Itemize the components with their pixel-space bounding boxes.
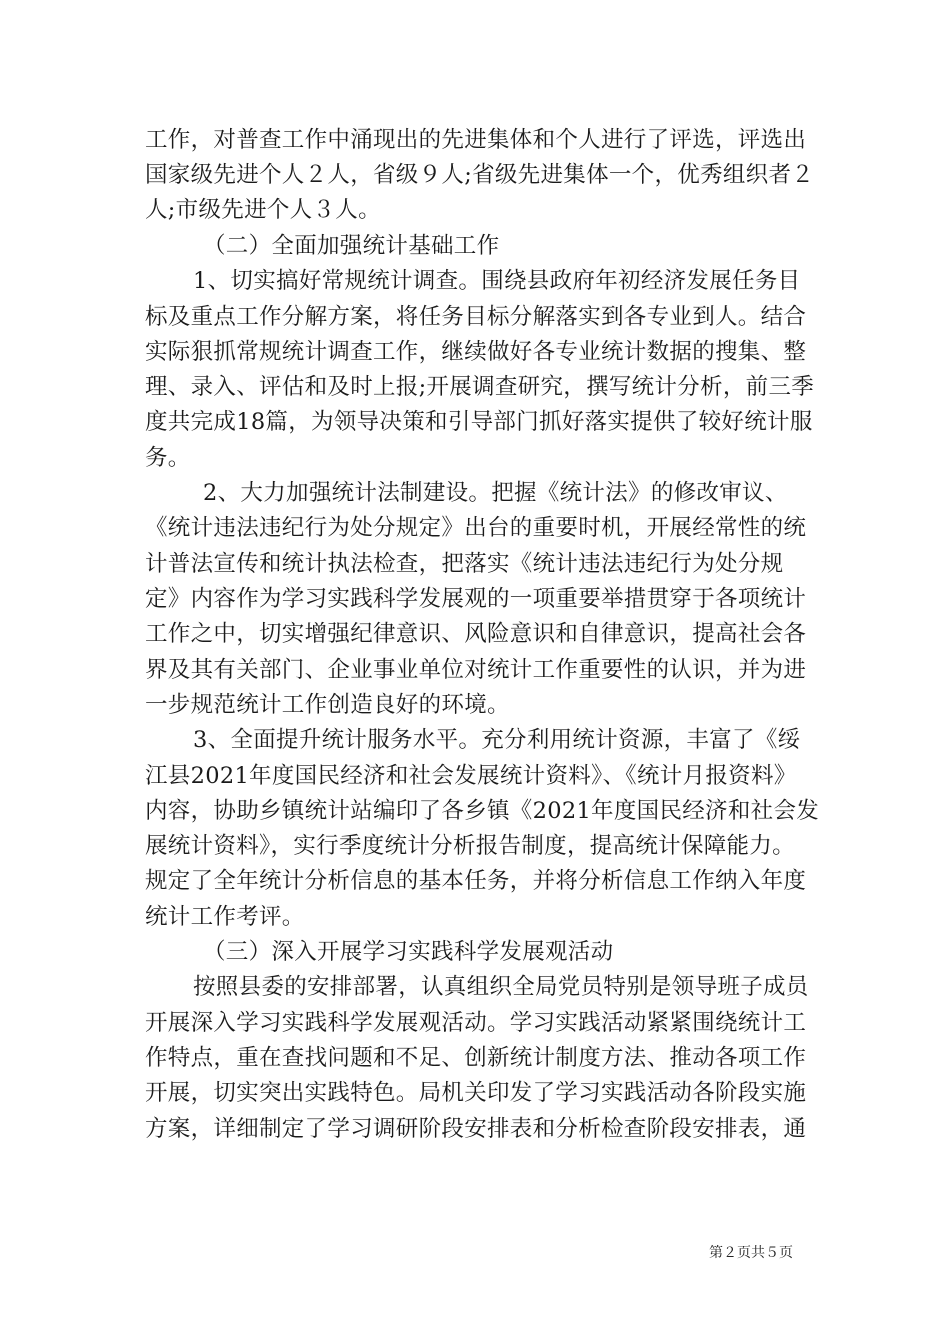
page-number: 第２页共５页 — [709, 1245, 793, 1261]
body-line: 理、录入、评估和及时上报;开展调查研究，撰写统计分析，前三季 — [145, 374, 815, 400]
body-line: 定》内容作为学习实践科学发展观的一项重要举措贯穿于各项统计 — [145, 586, 807, 612]
body-line: 开展深入学习实践科学发展观活动。学习实践活动紧紧围绕统计工 — [145, 1010, 807, 1036]
body-line: 内容，协助乡镇统计站编印了各乡镇《2021年度国民经济和社会发 — [145, 798, 820, 824]
section-heading: （三）深入开展学习实践科学发展观活动 — [203, 939, 614, 965]
body-line: 方案，详细制定了学习调研阶段安排表和分析检查阶段安排表，通 — [145, 1116, 807, 1142]
body-line: 人;市级先进个人３人。 — [145, 197, 381, 223]
body-line: 规定了全年统计分析信息的基本任务，并将分析信息工作纳入年度 — [145, 868, 807, 894]
body-line: 开展，切实突出实践特色。局机关印发了学习实践活动各阶段实施 — [145, 1080, 807, 1106]
body-line: 实际狠抓常规统计调查工作，继续做好各专业统计数据的搜集、整 — [145, 339, 807, 365]
body-line: 江县2021年度国民经济和社会发展统计资料》、《统计月报资料》 — [145, 763, 797, 789]
body-line: 统计工作考评。 — [145, 904, 305, 930]
body-line: 一步规范统计工作创造良好的环境。 — [145, 692, 510, 718]
section-heading: （二）全面加强统计基础工作 — [203, 233, 500, 259]
body-line: 工作之中，切实增强纪律意识、风险意识和自律意识，提高社会各 — [145, 621, 807, 647]
body-line: 界及其有关部门、企业事业单位对统计工作重要性的认识，并为进 — [145, 657, 807, 683]
body-line: 度共完成18篇，为领导决策和引导部门抓好落实提供了较好统计服 — [145, 409, 813, 435]
body-line: 计普法宣传和统计执法检查，把落实《统计违法违纪行为处分规 — [145, 551, 784, 577]
body-line: 国家级先进个人２人，省级９人;省级先进集体一个，优秀组织者２ — [145, 162, 815, 188]
body-line: 按照县委的安排部署，认真组织全局党员特别是领导班子成员 — [193, 974, 809, 1000]
body-line: 务。 — [145, 445, 191, 471]
body-line: 《统计违法违纪行为处分规定》出台的重要时机，开展经常性的统 — [145, 515, 807, 541]
body-line: 2、大力加强统计法制建设。把握《统计法》的修改审议、 — [203, 480, 788, 506]
body-line: 标及重点工作分解方案，将任务目标分解落实到各专业到人。结合 — [145, 304, 807, 330]
body-line: 作特点，重在查找问题和不足、创新统计制度方法、推动各项工作 — [145, 1045, 807, 1071]
body-line: 3、全面提升统计服务水平。充分利用统计资源，丰富了《绥 — [193, 727, 801, 753]
body-line: 1、切实搞好常规统计调查。围绕县政府年初经济发展任务目 — [193, 268, 801, 294]
body-line: 工作，对普查工作中涌现出的先进集体和个人进行了评选，评选出 — [145, 127, 807, 153]
body-line: 展统计资料》，实行季度统计分析报告制度，提高统计保障能力。 — [145, 833, 795, 859]
